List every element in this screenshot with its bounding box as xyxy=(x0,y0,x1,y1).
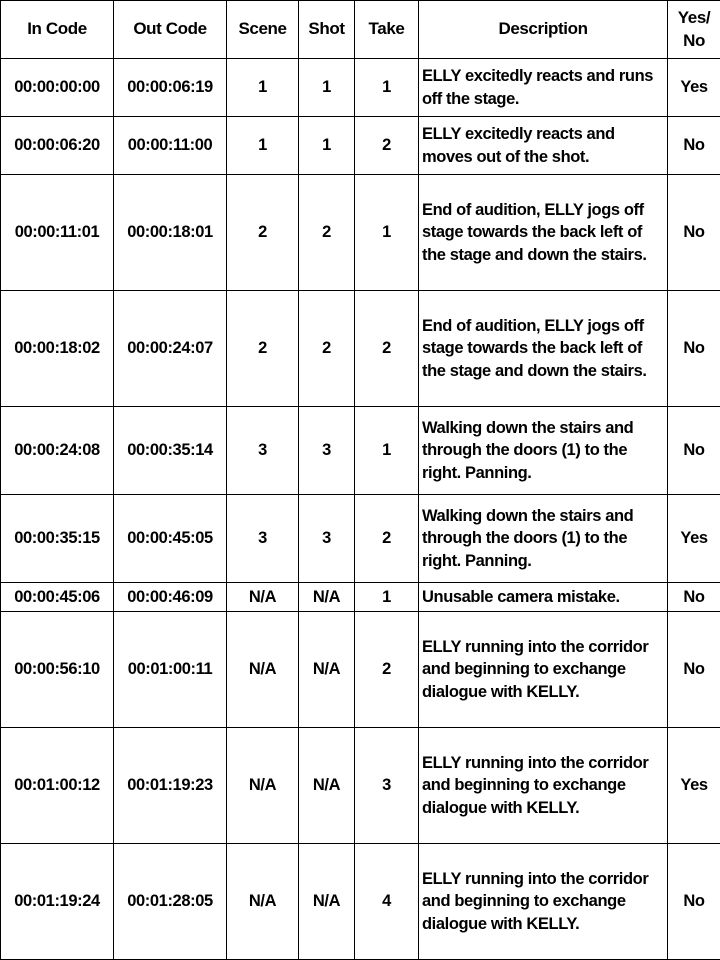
take-cell: 1 xyxy=(355,583,419,612)
scene-cell: N/A xyxy=(227,612,299,728)
table-row xyxy=(1,175,720,291)
yes-no-cell: No xyxy=(668,407,720,495)
yes-no-cell: No xyxy=(668,117,720,175)
shot-cell: 2 xyxy=(299,291,355,407)
take-cell: 1 xyxy=(355,407,419,495)
take-cell: 2 xyxy=(355,495,419,583)
out-code-cell: 00:00:46:09 xyxy=(114,583,227,612)
table-row xyxy=(1,583,720,612)
table-row xyxy=(1,612,720,728)
scene-cell: 1 xyxy=(227,59,299,117)
scene-cell: 3 xyxy=(227,407,299,495)
shot-cell: N/A xyxy=(299,583,355,612)
yes-no-cell: No xyxy=(668,844,720,960)
description-cell: ELLY running into the corridor and beginning to exchange dialogue with KELLY. xyxy=(419,844,668,960)
description-cell: ELLY excitedly reacts and moves out of the shot. xyxy=(419,117,668,175)
header-out-code: Out Code xyxy=(114,1,227,59)
yes-no-cell: Yes xyxy=(668,728,720,844)
scene-cell: N/A xyxy=(227,583,299,612)
out-code-cell: 00:00:18:01 xyxy=(114,175,227,291)
in-code-cell: 00:01:19:24 xyxy=(1,844,114,960)
in-code-cell: 00:00:06:20 xyxy=(1,117,114,175)
take-cell: 3 xyxy=(355,728,419,844)
out-code-cell: 00:01:19:23 xyxy=(114,728,227,844)
description-cell: Walking down the stairs and through the doors (1) to the right. Panning. xyxy=(419,495,668,583)
shot-cell: 1 xyxy=(299,117,355,175)
description-cell: ELLY running into the corridor and beginning to exchange dialogue with KELLY. xyxy=(419,612,668,728)
shot-cell: N/A xyxy=(299,728,355,844)
in-code-cell: 00:00:35:15 xyxy=(1,495,114,583)
in-code-cell: 00:00:11:01 xyxy=(1,175,114,291)
out-code-cell: 00:00:35:14 xyxy=(114,407,227,495)
shot-cell: 3 xyxy=(299,495,355,583)
yes-no-cell: Yes xyxy=(668,59,720,117)
scene-cell: 3 xyxy=(227,495,299,583)
scene-cell: N/A xyxy=(227,728,299,844)
yes-no-cell: No xyxy=(668,291,720,407)
out-code-cell: 00:00:45:05 xyxy=(114,495,227,583)
take-cell: 1 xyxy=(355,175,419,291)
scene-cell: 2 xyxy=(227,291,299,407)
take-cell: 4 xyxy=(355,844,419,960)
out-code-cell: 00:00:06:19 xyxy=(114,59,227,117)
take-cell: 2 xyxy=(355,117,419,175)
header-description: Description xyxy=(419,1,668,59)
yes-no-cell: No xyxy=(668,583,720,612)
shot-cell: N/A xyxy=(299,844,355,960)
header-shot: Shot xyxy=(299,1,355,59)
table-row xyxy=(1,59,720,117)
table-row xyxy=(1,844,720,960)
description-cell: Walking down the stairs and through the doors (1) to the right. Panning. xyxy=(419,407,668,495)
scene-cell: 1 xyxy=(227,117,299,175)
take-cell: 2 xyxy=(355,612,419,728)
out-code-cell: 00:00:11:00 xyxy=(114,117,227,175)
table-row xyxy=(1,495,720,583)
table-row xyxy=(1,728,720,844)
description-cell: End of audition, ELLY jogs off stage towards the back left of the stage and down the stairs. xyxy=(419,175,668,291)
yes-no-cell: No xyxy=(668,612,720,728)
table-row xyxy=(1,117,720,175)
header-scene: Scene xyxy=(227,1,299,59)
in-code-cell: 00:00:56:10 xyxy=(1,612,114,728)
description-cell: ELLY excitedly reacts and runs off the stage. xyxy=(419,59,668,117)
yes-no-cell: No xyxy=(668,175,720,291)
description-cell: End of audition, ELLY jogs off stage towards the back left of the stage and down the stairs. xyxy=(419,291,668,407)
in-code-cell: 00:00:18:02 xyxy=(1,291,114,407)
table-row xyxy=(1,407,720,495)
shot-cell: 3 xyxy=(299,407,355,495)
header-yes-no: Yes/ No xyxy=(668,1,720,59)
take-cell: 1 xyxy=(355,59,419,117)
yes-no-cell: Yes xyxy=(668,495,720,583)
in-code-cell: 00:01:00:12 xyxy=(1,728,114,844)
header-in-code: In Code xyxy=(1,1,114,59)
description-cell: ELLY running into the corridor and beginning to exchange dialogue with KELLY. xyxy=(419,728,668,844)
shot-cell: N/A xyxy=(299,612,355,728)
out-code-cell: 00:00:24:07 xyxy=(114,291,227,407)
in-code-cell: 00:00:24:08 xyxy=(1,407,114,495)
in-code-cell: 00:00:00:00 xyxy=(1,59,114,117)
out-code-cell: 00:01:00:11 xyxy=(114,612,227,728)
scene-cell: N/A xyxy=(227,844,299,960)
shot-cell: 1 xyxy=(299,59,355,117)
header-row xyxy=(1,1,720,59)
out-code-cell: 00:01:28:05 xyxy=(114,844,227,960)
table-row xyxy=(1,291,720,407)
in-code-cell: 00:00:45:06 xyxy=(1,583,114,612)
description-cell: Unusable camera mistake. xyxy=(419,583,668,612)
shot-cell: 2 xyxy=(299,175,355,291)
header-take: Take xyxy=(355,1,419,59)
take-cell: 2 xyxy=(355,291,419,407)
scene-cell: 2 xyxy=(227,175,299,291)
